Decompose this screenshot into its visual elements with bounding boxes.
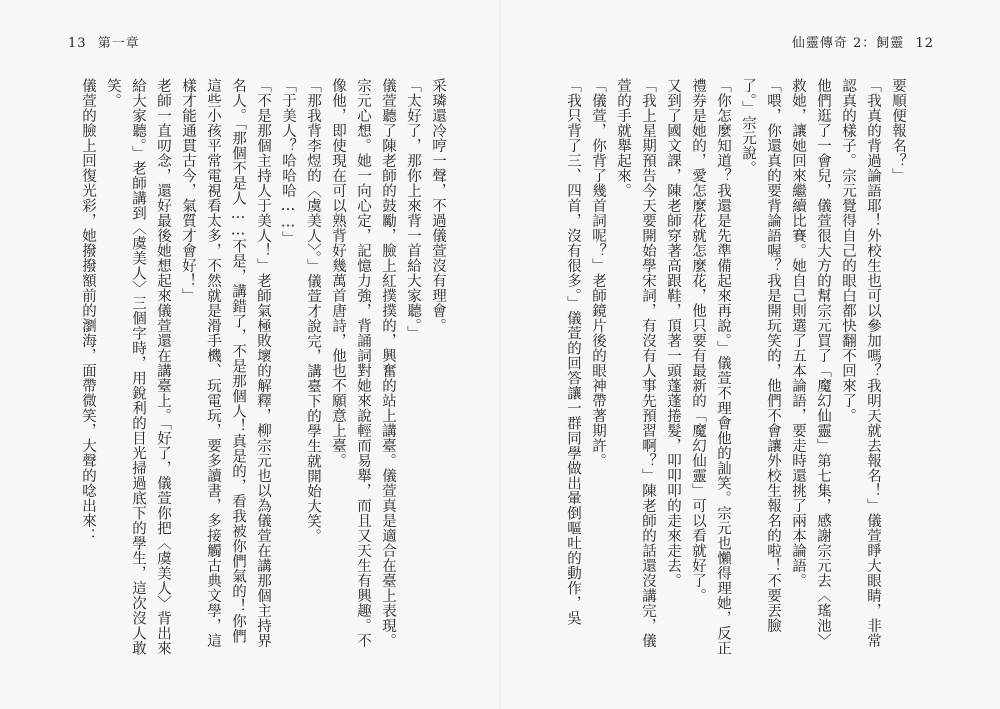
paragraph: 儀萱的臉上回復光彩，她撥撥額前的瀏海，面帶微笑，大聲的唸出來： (80, 78, 96, 543)
paragraph: 又到了國文課，陳老師穿著高跟鞋，頂著一頭蓬蓬捲髮，叩叩叩的走來走去。 (665, 78, 681, 588)
paragraph: 「儀萱，你背了幾首詞呢？」老師鏡片後的眼神帶著期許。 (590, 78, 606, 468)
paragraph: 儀萱聽了陳老師的鼓勵，臉上紅撲撲的，興奮的站上講臺。儀萱真是適合在臺上表現。宗元心想。她一向心定，記憶力強，背誦詞對她來說輕而易舉，而且又天生有興趣。不像他，即使現在可以熟背好幾萬首唐詩，他也不願意上臺。 (330, 78, 396, 648)
paragraph: 「太好了，那你上來背一首給大家聽。」 (405, 78, 421, 341)
chapter-title: 第一章 (97, 36, 140, 51)
paragraph: 「喂，你還真的要背論語喔？我是開玩笑的，他們不會讓外校生報名的啦！不要丟臉了。」宗元說。 (740, 78, 781, 633)
paragraph: 「于美人？哈哈哈……」 (280, 78, 296, 246)
left-page-number: 13 (68, 36, 87, 51)
left-page-header (62, 32, 140, 51)
paragraph: 「那我背李煜的〈虞美人〉。」儀萱才說完，講臺下的學生就開始大笑。 (305, 78, 321, 544)
paragraph: 要順便報名？」 (890, 78, 906, 183)
right-page-number: 12 (915, 36, 934, 51)
paragraph: 「我上星期預告今天要開始學宋詞，有沒有人事先預習啊？」陳老師的話還沒講完，儀萱的手就舉起來。 (615, 78, 656, 648)
paragraph: 「我只背了三、四首，沒有很多。」儀萱的回答讓一群同學做出暈倒嘔吐的動作，吳 (565, 78, 581, 626)
paragraph: 他們逛了一會兒，儀萱很大方的幫宗元買了「魔幻仙靈」第七集，感謝宗元去〈瑤池〉救她，讓她回來繼續比賽。她自己則選了五本論語，要走時還挑了兩本論語。 (790, 78, 831, 648)
book-title: 仙靈傳奇 2：飼靈 (791, 36, 905, 51)
right-page-body (545, 78, 910, 658)
paragraph: 采璘還冷哼一聲，不過儀萱沒有理會。 (430, 78, 446, 333)
paragraph: 「你怎麼知道？我還是先準備起來再說。」儀萱不理會他的訕笑。宗元也懶得理她，反正禮券是她的，愛怎麼花就怎麼花，他只要有最新的「魔幻仙靈」可以看就好了。 (690, 78, 731, 656)
paragraph: 「不是那個主持人于美人！」老師氣極敗壞的解釋，柳宗元也以為儀萱在講那個主持界名人。「那個不是人……不是，講錯了，不是那個人！真是的，看我被你們氣的！你們這些小孩平常電視看太多，不然就是滑手機、玩電玩，要多讀書，多接觸古典文學，這樣才能通貫古今，氣質才會好！」 (180, 78, 271, 648)
paragraph: 「我真的背過論語耶！外校生也可以參加嗎？我明天就去報名！」儀萱睜大眼睛，非常認真的樣子。宗元覺得自己的眼白都快翻不回來了。 (840, 78, 881, 648)
left-page-body (80, 78, 450, 658)
paragraph: 老師一直叨念，還好最後她想起來儀萱還在講臺上。「好了，儀萱你把〈虞美人〉背出來給大家聽。」老師講到〈虞美人〉三個字時，用銳利的目光掃過底下的學生，這次沒人敢笑。 (105, 78, 171, 656)
right-page-header (792, 32, 940, 51)
page-gutter (499, 0, 501, 709)
